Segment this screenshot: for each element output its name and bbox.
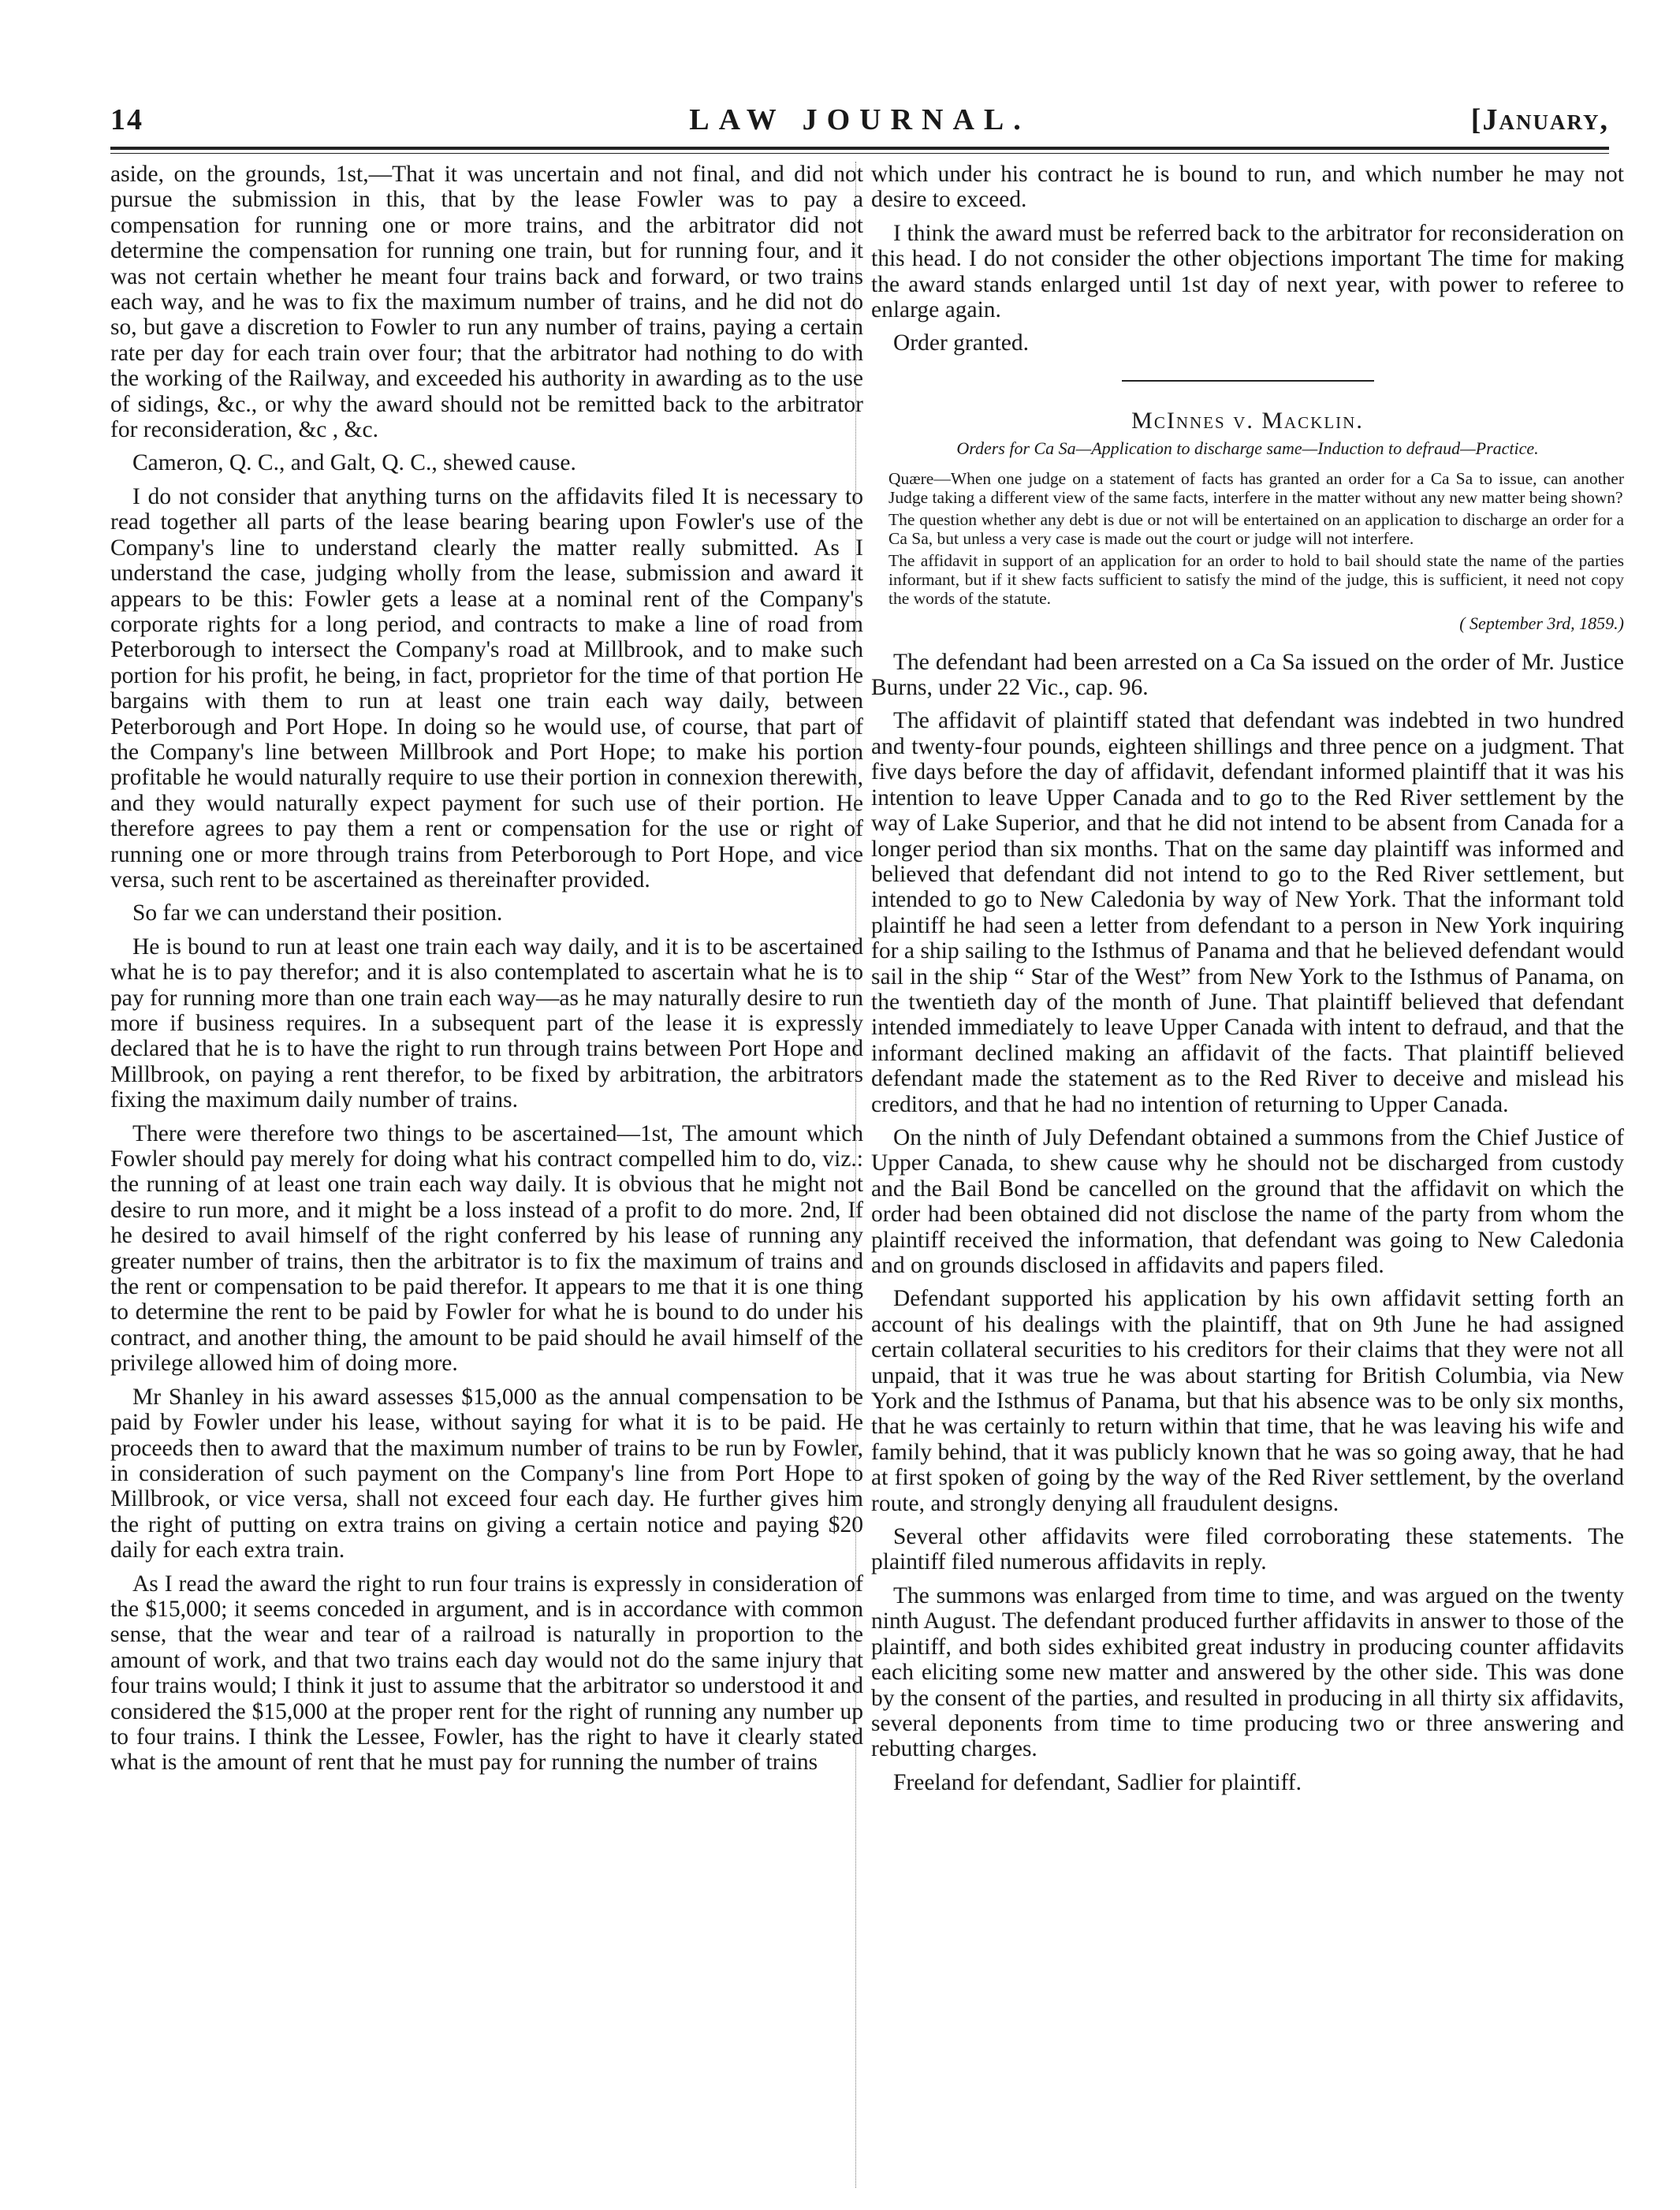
headnote: The affidavit in support of an application for an order to hold to bail should state the name of the parties informant, but if it shew facts sufficient to satisfy the mind of the judge, this is sufficient, it need not copy the words of the statute. [888, 551, 1624, 609]
paragraph: I do not consider that anything turns on the affidavits filed It is necessary to read together all parts of the lease bearing bearing upon Fowler's use of the Company's line to understand clearly the matter really submitted. As I understand the case, judging wholly from the lease, submission and award it appears to be this: Fowler gets a lease at a nominal rent of the Company's corporate rights for a long period, and contracts to make a line of road from Peterborough to intersect the Company's road at Millbrook, and to make such portion for his profit, he being, in fact, proprietor for the time of that portion He bargains with them to run at least one train each way daily, between Peterborough and Port Hope. In doing so he would use, of course, that part of the Company's line between Millbrook and Port Hope; to make his portion profitable he would naturally require to use their portion in connexion therewith, and they would naturally expect payment for such use of their portion. He therefore agrees to pay them a rent or compensation for the use or right of running one or more through trains from Peterborough to Port Hope, and vice versa, such rent to be ascertained as thereinafter provided. [110, 483, 863, 893]
left-column [110, 162, 863, 1783]
headnote: The question whether any debt is due or not will be entertained on an application to discharge an order for a Ca Sa, but unless a very case is made out the court or judge will not interfere. [888, 510, 1624, 549]
paragraph: The defendant had been arrested on a Ca Sa issued on the order of Mr. Justice Burns, under 22 Vic., cap. 96. [871, 649, 1624, 701]
paragraph: The affidavit of plaintiff stated that defendant was indebted in two hundred and twenty-four pounds, eighteen shillings and three pence on a judgment. That five days before the day of affidavit, defendant informed plaintiff that it was his intention to leave Upper Canada and to go to the Red River settlement by the way of Lake Superior, and that he did not intend to be absent from Canada for a longer period than six months. That on the same day plaintiff was informed and believed that defendant did not intend to go to the Red River settlement, but intended to go to New Caledonia by way of New York. That the informant told plaintiff he had seen a letter from defendant to a person in New York inquiring for a ship sailing to the Isthmus of Panama and that he believed defendant would sail in the ship “ Star of the West” from New York to the Isthmus of Panama, on the twentieth day of the month of June. That plaintiff believed that defendant intended immediately to leave Upper Canada with intent to defraud, and that the informant declined making an affidavit of the facts. That plaintiff believed defendant made the statement as to the Red River to deceive and mislead his creditors, and that he had no intention of returning to Upper Canada. [871, 708, 1624, 1117]
counsel-line: Freeland for defendant, Sadlier for plaintiff. [893, 1769, 1302, 1795]
order-line: Order granted. [893, 330, 1030, 356]
paragraph: Mr Shanley in his award assesses $15,000 as the annual compensation to be paid by Fowler under his lease, without saying for what it is to be paid. He proceeds then to award that the maximum number of trains to be run by Fowler, in consideration of such payment on the Company's line from Port Hope to Millbrook, or vice versa, shall not exceed four each day. He further gives him the right of putting on extra trains on giving a certain notice and paying $20 daily for each extra train. [110, 1384, 863, 1563]
page-number: 14 [110, 103, 143, 136]
case-date: ( September 3rd, 1859.) [1459, 613, 1624, 634]
header-rule-thin [110, 153, 1609, 154]
paragraph: There were therefore two things to be ascertained—1st, The amount which Fowler should pay merely for doing what his contract compelled him to do, viz.: the running of at least one train each way daily. It is obvious that he might not desire to run more, and it might be a loss instead of a profit to do more. 2nd, If he desired to avail himself of the right conferred by his lease of running any greater number of trains, then the arbitrator is to fix the maximum of trains and the rent or compensation to be paid therefor. It appears to me that it is one thing to determine the rent to be paid by Fowler for what he is bound to do under his contract, and another thing, the amount to be paid should he avail himself of the privilege allowed him of doing more. [110, 1120, 863, 1377]
paragraph: So far we can understand their position. [132, 900, 503, 926]
paragraph: Defendant supported his application by his own affidavit setting forth an account of his dealings with the plaintiff, that on 9th June he had assigned certain collateral securities to his creditors for their claims that they were not all unpaid, that it was true he was about starting for British Columbia, via New York and the Isthmus of Panama, but that his absence was to be only six months, that he was certainly to return within that time, that he was leaving his wife and family behind, that it was publicly known that he was so going away, that he had at first spoken of going by the way of the Red River settlement, by the overland route, and strongly denying all fraudulent designs. [871, 1286, 1624, 1516]
paragraph: I think the award must be referred back to the arbitrator for reconsideration on this head. I do not consider the other objections important The time for making the award stands enlarged until 1st day of next year, with power to referee to enlarge again. [871, 220, 1624, 323]
column-divider [855, 162, 856, 2188]
paragraph: The summons was enlarged from time to time, and was argued on the twenty ninth August. The defendant produced further affidavits in answer to those of the plaintiff, and both sides exhibited great industry in producing counter affidavits each eliciting some new matter and answered by the other side. This was done by the consent of the parties, and resulted in producing in all thirty six affidavits, several deponents from time to time producing two or three answering and rebutting charges. [871, 1582, 1624, 1762]
issue-month: [January, [1470, 103, 1609, 136]
paragraph: which under his contract he is bound to run, and which number he may not desire to exceed. [871, 162, 1624, 213]
paragraph: aside, on the grounds, 1st,—That it was uncertain and not final, and did not pursue the submission in this, that by the lease Fowler was to pay a compensation for running one or more trains, and the arbitrator did not determine the compensation for running one train, but for running four, and it was not certain whether he meant four trains back and forward, or two trains each way, and he was to fix the maximum number of trains, and he did not do so, but gave a discretion to Fowler to run any number of trains, paying a certain rate per day for each train over four; that the arbitrator had nothing to do with the working of the Railway, and exceeded his authority in awarding as to the use of sidings, &c., or why the award should not be remitted back to the arbitrator for reconsideration, &c , &c. [110, 162, 863, 443]
counsel-line: Cameron, Q. C., and Galt, Q. C., shewed cause. [132, 450, 576, 476]
page-header [110, 102, 1609, 142]
paragraph: On the ninth of July Defendant obtained a summons from the Chief Justice of Upper Canada, to shew cause why he should not be discharged from custody and the Bail Bond be cancelled on the ground that the affidavit on which the order had been obtained did not disclose the name of the party from whom the plaintiff received the information, that defendant was going to New Caledonia and on grounds disclosed in affidavits and papers filed. [871, 1124, 1624, 1278]
section-divider [1122, 380, 1374, 382]
headnote: Quære—When one judge on a statement of facts has granted an order for a Ca Sa to issue, can another Judge taking a different view of the same facts, interfere in the matter without any new matter being shown? [888, 469, 1624, 508]
paragraph: He is bound to run at least one train each way daily, and it is to be ascertained what he is to pay therefor; and it is also contemplated to ascertain what he is to pay for running more than one train each way—as he may naturally desire to run more if business requires. In a subsequent part of the lease it is expressly declared that he is to have the right to run through trains between Port Hope and Millbrook, on paying a rent therefor, to be fixed by arbitration, the arbitrators fixing the maximum daily number of trains. [110, 934, 863, 1113]
paragraph: Several other affidavits were filed corroborating these statements. The plaintiff filed numerous affidavits in reply. [871, 1524, 1624, 1575]
right-column [871, 162, 1624, 1803]
paragraph: As I read the award the right to run four trains is expressly in consideration of the $15,000; it seems conceded in argument, and is in accordance with common sense, that the wear and tear of a railroad is naturally in proportion to the amount of work, and that two trains each day would not do the same injury that four trains would; I think it just to assume that the arbitrator so understood it and considered the $15,000 at the proper rent for the right of running any number up to four trains. I think the Lessee, Fowler, has the right to have it clearly stated what is the amount of rent that he must pay for running the number of trains [110, 1571, 863, 1776]
journal-title: LAW JOURNAL. [689, 103, 1030, 136]
case-title: McInnes v. Macklin. [1131, 407, 1364, 434]
header-rule-thick [110, 147, 1609, 150]
case-subtitle: Orders for Ca Sa—Application to discharge same—Induction to defraud—Practice. [956, 438, 1539, 459]
